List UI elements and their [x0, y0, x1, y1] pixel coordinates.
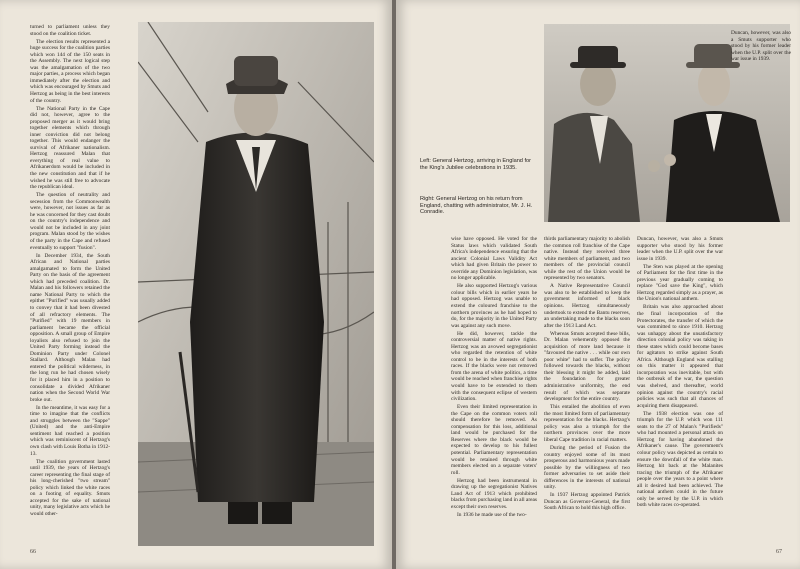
left-page: [0, 0, 392, 569]
left-text-column: [30, 24, 110, 536]
page-number: 67: [776, 549, 782, 555]
paragraph: In the meantime, it was easy for a time to imagine that the conflicts and struggles between the "Sappe" (United) and the anti-Empire sentiment had reached a position which was reminiscent of Hertzog's own clash with Louis Botha in 1912-13.: [30, 404, 110, 457]
page-number: 66: [30, 549, 36, 555]
right-text-column-2: [544, 236, 630, 559]
right-text-column-3: [637, 236, 723, 559]
paragraph: In 1936 he made use of the two-: [457, 511, 527, 518]
paragraph: During the period of Fusion the country enjoyed some of its most prosperous and harmonious years made possible by the willingness of two former adversaries to set aside their differences in the interests of national unity.: [544, 444, 630, 491]
paragraph: The National Party in the Cape did not, however, agree to the proposed merger as it would bring together elements which through inner conviction did not belong together. This would endanger the survival of Afrikaner nationalism. Hertzog reassured Malan that everything of real value to Afrikanerdom would be included in the new constitution and that if he wished he was still free to advocate the republican ideal.: [30, 105, 110, 191]
photo-caption: Left: General Hertzog, arriving in England for the King's Jubilee celebrations in 1935.: [420, 158, 532, 171]
right-text-column-1: [451, 236, 537, 559]
paragraph: The election results represented a huge success for the coalition parties which won 144 of the 150 seats in the Assembly. The next logical step was the amalgamation of the two major parties, a process which began immediately after the election and which was encouraged by Smuts and Hertzog as being in the best interests of the country.: [30, 38, 110, 104]
paragraph: Even their limited representation in the Cape on the common voters roll should therefore be removed. As compensation for this loss, additional land would be purchased for the Reserves where the black would be expected to develop to his fullest potential. Parliamentary representation would be retained through white members elected on a separate voters' roll.: [451, 404, 537, 476]
paragraph: wise have opposed. He voted for the Status laws which validated South Africa's independence ensuring that the ancient Colonial Laws Validity Act which had given Britain the power to override any Dominion legislation, was no longer applicable.: [451, 236, 537, 282]
paragraph: In 1937 Hertzog appointed Patrick Duncan as Governor-General, the first South African to hold this high office.: [544, 492, 630, 512]
paragraph: The Sten was played at the opening of Parliament for the first time in the previous year gradually coming to replace "God save the King", which Hertzog regarded simply as a prayer, as the Union's national anthem.: [637, 263, 723, 303]
paragraph: Duncan, however, was also a Smuts supporter who stood by his former leader when the U.P. split over the war issue in 1939.: [731, 30, 791, 63]
right-page: [396, 0, 800, 569]
paragraph: Britain was also approached about the final incorporation of the Protectorates, the transfer of which the was committed to since 1910. Hertzog was unhappy about the unsatisfactory direction colonial policy was taking in these states which could become bases for agitators to strike against South Africa. Although England was stalling on this matter it appeared that incorporation was inevitable, but with the outbreak of the war, the question was shelved, and thereafter, world opinion against the country's racial policies was such that all chances of acquiring them disappeared.: [637, 304, 723, 409]
hertzog-portrait-photo: [138, 22, 374, 546]
paragraph: He did, however, tackle the controversial matter of native rights. Hertzog was an avowed segregationist who regarded the retention of white control to be in the interests of both races. If the blacks were not removed from the arena of white politics, a time would be reached when franchise rights would have to be extended to them with the consequent eclipse of western civilization.: [451, 330, 537, 403]
paragraph: The coalition government lasted until 1939, the years of Hertzog's career representing the final stage of his long-cherished "two stream" policy which linked the white races on a footing of equality. Smuts accepted for the sake of national unity, many legislative acts which he would other-: [30, 458, 110, 517]
paragraph: Hertzog had been instrumental in drawing up the segregationist Natives Land Act of 1913 which prohibited blacks from purchasing land in all areas except their own reserves.: [451, 477, 537, 510]
paragraph: turned to parliament unless they stood on the coalition ticket.: [30, 24, 110, 37]
photo-caption: Right: General Hertzog on his return from England, chatting with administrator, Mr. J. H. Conradie.: [420, 196, 533, 216]
paragraph: In December 1934, the South African and National parties amalgamated to form the United Party on the basis of the agreement which had preceded coalition. Dr. Malan and his followers retained the name National Party to which the epithet "Purified" was usually added to convey that it had been divested of all refractory elements. The "Purified" with 19 members in parliament became the official opposition. A small group of Empire loyalists also refused to join the United Party forming instead the Dominion Party under Colonel Stallard. Although Malan had entered the political wilderness, in the long run he had chosen wisely for it placed him in a position to consolidate a divided Afrikaner nation when the Second World War broke out.: [30, 252, 110, 403]
paragraph: He also supported Hertzog's various colour bills which in earlier years he had opposed. Hertzog was unable to extend the coloured franchise to the northern provinces as he had hoped to do, for the majority in the United Party was against any such move.: [451, 283, 537, 329]
paragraph: The question of neutrality and secession from the Commonwealth were, however, not issues as far as he was concerned for they cast doubt on the country's independence and would not be included in any joint program. Malan stood by the wishes of the party in the Cape and refused eventually to support "fusion".: [30, 192, 110, 251]
paragraph: The 1938 election was one of triumph for the U.P. which won 111 seats to the 27 of Malan's "Purifieds" who had mounted a personal attack on Hertzog for having abandoned the Afrikaner's cause. The government's colour policy was depicted as certain to ensure the downfall of the white man. Hertzog hit back at the Malanites tracing the triumph of the Afrikaner people over the years to a point where all it desired had been achieved. The national anthem could in the future only be served by the U.P. in which both white races co-operated.: [637, 410, 723, 509]
paragraph: Whereas Smuts accepted these bills, Dr. Malan vehemently opposed the acquisition of more land because it "favoured the native . . . while our own poor white" had to suffer. The policy followed towards the blacks, without their blessing it might be added, laid the foundation for greater administrative uniformity, the end result of which was separate development for the entire country.: [544, 330, 630, 403]
paragraph: This entailed the abolition of even the most limited form of parliamentary representation for the blacks. Hertzog's policy was also a triumph for the northern provinces over the more liberal Cape tradition in racial matters.: [544, 404, 630, 443]
paragraph: thirds parliamentary majority to abolish the common roll franchise of the Cape native. Instead they received three white members of parliament, and two members of the provincial council while the rest of the Union would be represented by two senators.: [544, 236, 630, 282]
paragraph: A Native Representative Council was also to be established to keep the government informed of black opinions. Hertzog simultaneously undertook to extend the Bantu reserves, an undertaking made to the blacks soon after the 1913 Land Act.: [544, 283, 630, 329]
paragraph: Duncan, however, was also a Smuts supporter who stood by his former leader when the U.P. split over the war issue in 1939.: [637, 236, 723, 262]
right-text-column-4: [731, 30, 791, 559]
